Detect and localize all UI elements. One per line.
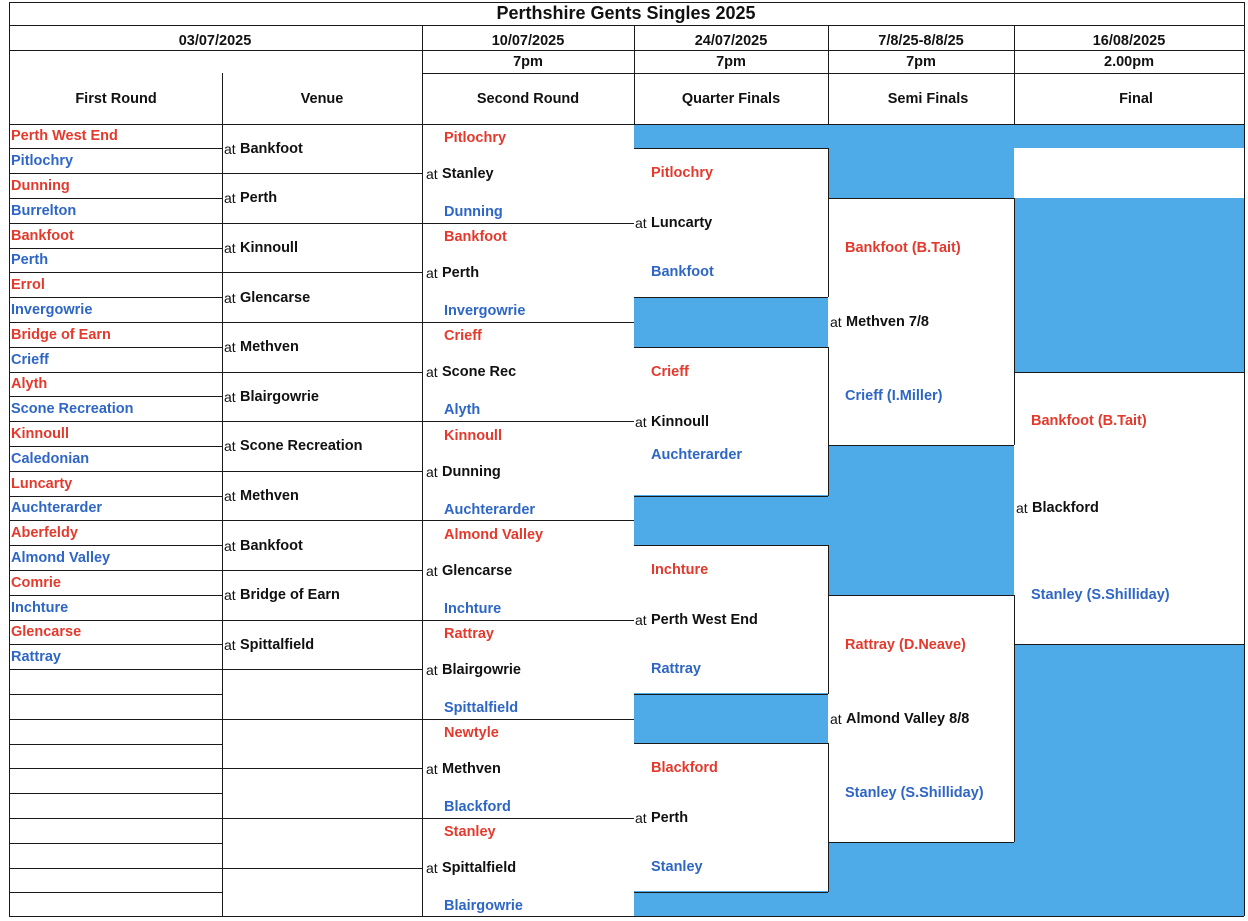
semi-finals-date: 7/8/25-8/8/25 (878, 32, 964, 49)
first-round-venue-at: at (224, 190, 236, 207)
second-round-away: Auchterarder (444, 501, 536, 518)
first-round-venue-at: at (224, 438, 236, 455)
qf-venue: Luncarty (651, 214, 713, 231)
bracket-fill (828, 842, 1014, 916)
date-rule (9, 50, 1244, 51)
first-round-row-rule (9, 843, 222, 844)
qf-box-rule (828, 743, 829, 892)
qf-box-rule (634, 545, 828, 546)
sf-box-rule (828, 595, 1014, 596)
sf-box-rule (1014, 595, 1015, 842)
qf-box-rule (828, 347, 829, 496)
first-round-venue: Spittalfield (240, 636, 315, 653)
first-round-row-rule (9, 421, 222, 422)
sf-box-rule (828, 445, 1014, 446)
qf-away: Bankfoot (651, 263, 714, 280)
second-round-venue-at: at (426, 860, 438, 877)
first-round-venue-at: at (224, 388, 236, 405)
qf-home: Blackford (651, 759, 718, 776)
second-round-venue: Dunning (442, 463, 501, 480)
qf-box-rule (634, 148, 828, 149)
first-round-row-rule (9, 322, 222, 323)
right-border (1244, 2, 1245, 916)
sf-venue: Methven 7/8 (846, 313, 929, 330)
second-round-away: Invergowrie (444, 302, 526, 319)
first-round-row-rule (9, 644, 222, 645)
first-round-venue-at: at (224, 289, 236, 306)
final-home: Bankfoot (B.Tait) (1031, 412, 1147, 429)
venue-block-rule (222, 421, 422, 422)
first-round-venue-at: at (224, 240, 236, 256)
second-round-block-rule (422, 818, 634, 819)
first-round-row-rule (9, 471, 222, 472)
first-round-row-rule (9, 694, 222, 695)
venue-block-rule (222, 272, 422, 273)
first-round-row-rule (9, 223, 222, 224)
venue-block-rule (222, 620, 422, 621)
second-round-home: Almond Valley (444, 526, 544, 543)
first-round-row-rule (9, 297, 222, 298)
second-round-block-rule (422, 421, 634, 422)
header-col-rule (222, 73, 223, 124)
qf-venue: Perth West End (651, 611, 758, 628)
second-round-away: Blackford (444, 798, 511, 815)
first-round-row-rule (9, 396, 222, 397)
first-round-venue-at: at (224, 488, 236, 504)
first-round-row-rule (9, 173, 222, 174)
sf-box-rule (1014, 198, 1015, 445)
second-round-home: Pitlochry (444, 129, 507, 146)
bracket-fill (634, 297, 828, 347)
first-round-team: Kinnoull (11, 425, 69, 442)
second-round-away: Alyth (444, 402, 481, 419)
venue-block-rule (222, 570, 422, 571)
sf-home: Rattray (D.Neave) (845, 636, 966, 653)
first-round-row-rule (9, 818, 222, 819)
final-venue-at: at (1016, 500, 1028, 516)
second-round-home: Bankfoot (444, 228, 507, 245)
first-round-team: Caledonian (11, 450, 90, 467)
header-col-rule (422, 25, 423, 124)
qf-venue-at: at (635, 215, 647, 231)
second-round-time: 7pm (513, 53, 543, 70)
qf-box-rule (634, 892, 828, 893)
first-round-venue: Perth (240, 190, 278, 207)
second-round-venue-at: at (426, 761, 438, 778)
second-round-away: Inchture (444, 600, 502, 617)
final-time: 2.00pm (1104, 53, 1154, 70)
venue-block-rule (222, 322, 422, 323)
first-round-team: Bridge of Earn (11, 326, 111, 343)
qf-box-rule (634, 297, 828, 298)
first-round-venue-at: at (224, 140, 236, 157)
qf-venue: Perth (651, 809, 689, 826)
second-round-venue: Spittalfield (442, 860, 517, 877)
title-rule (9, 25, 1244, 26)
first-round-venue-at: at (224, 339, 236, 356)
bracket-fill (1014, 198, 1244, 372)
first-round-team: Alyth (11, 376, 48, 393)
sf-away: Stanley (S.Shilliday) (845, 784, 984, 801)
second-round-venue: Perth (442, 264, 480, 281)
qf-away: Auchterarder (651, 446, 743, 463)
first-round-venue: Kinnoull (240, 239, 298, 256)
venue-block-rule (222, 223, 422, 224)
second-round-block-rule (422, 620, 634, 621)
first-round-row-rule (9, 545, 222, 546)
venue-block-rule (222, 768, 422, 769)
first-round-row-rule (9, 719, 222, 720)
bracket-fill (634, 693, 828, 743)
second-round-venue: Blairgowrie (442, 661, 521, 678)
quarter-finals-time: 7pm (716, 53, 746, 70)
qf-home: Pitlochry (651, 164, 714, 181)
first-round-venue: Bankfoot (240, 140, 303, 157)
first-round-venue: Bankfoot (240, 537, 303, 554)
quarter-finals-date: 24/07/2025 (694, 32, 768, 49)
venue-block-rule (222, 173, 422, 174)
qf-box-rule (828, 148, 829, 297)
first-round-team: Auchterarder (11, 500, 103, 517)
first-round-row-rule (9, 892, 222, 893)
first-round-venue: Methven (240, 487, 299, 504)
second-round-date: 10/07/2025 (491, 32, 565, 49)
first-round-team: Bankfoot (11, 227, 74, 244)
first-round-row-rule (9, 793, 222, 794)
first-round-row-rule (9, 198, 222, 199)
bracket-fill (828, 148, 1014, 198)
sf-away: Crieff (I.Miller) (845, 387, 943, 404)
first-round-row-rule (9, 570, 222, 571)
second-round-venue: Methven (442, 760, 501, 777)
first-round-row-rule (9, 669, 222, 670)
bracket-fill (634, 124, 1244, 148)
sf-box-rule (828, 198, 1014, 199)
first-round-team: Perth West End (11, 128, 118, 145)
qf-venue-at: at (635, 414, 647, 430)
qf-box-rule (634, 496, 828, 497)
second-round-venue-at: at (426, 562, 438, 579)
second-round-venue: Scone Rec (442, 364, 517, 381)
second-round-venue-at: at (426, 662, 438, 678)
header-col-rule (634, 25, 635, 124)
first-round-row-rule (9, 620, 222, 621)
second-round-block-rule (422, 719, 634, 720)
qf-venue-at: at (635, 612, 647, 628)
qf-away: Stanley (651, 858, 703, 875)
header-rule (9, 124, 1244, 125)
qf-box-rule (634, 743, 828, 744)
header-second-round: Second Round (476, 90, 580, 107)
venue-block-rule (222, 719, 422, 720)
bracket-fill (634, 891, 828, 916)
final-away: Stanley (S.Shilliday) (1031, 586, 1170, 603)
first-round-team: Comrie (11, 574, 61, 591)
second-round-block-rule (422, 223, 634, 224)
first-round-venue-at: at (224, 587, 236, 604)
first-round-team: Luncarty (11, 475, 73, 492)
first-round-venue: Methven (240, 338, 299, 355)
first-round-row-rule (9, 248, 222, 249)
first-round-row-rule (9, 595, 222, 596)
second-round-venue-at: at (426, 364, 438, 381)
first-round-row-rule (9, 520, 222, 521)
second-round-home: Kinnoull (444, 427, 502, 444)
sf-venue: Almond Valley 8/8 (846, 710, 970, 727)
second-round-venue-at: at (426, 166, 438, 182)
qf-venue: Kinnoull (651, 413, 709, 430)
qf-box-rule (828, 545, 829, 694)
qf-box-rule (634, 694, 828, 695)
venue-block-rule (222, 818, 422, 819)
sf-venue-at: at (830, 314, 842, 330)
left-border (9, 2, 10, 916)
header-venue: Venue (300, 90, 344, 107)
first-round-team: Glencarse (11, 624, 82, 641)
venue-block-rule (222, 669, 422, 670)
header-col-rule (1014, 25, 1015, 124)
first-round-row-rule (9, 347, 222, 348)
qf-home: Crieff (651, 363, 689, 380)
first-round-row-rule (9, 868, 222, 869)
sf-box-rule (828, 842, 1014, 843)
first-round-venue: Glencarse (240, 289, 311, 306)
first-round-row-rule (9, 496, 222, 497)
second-round-block-rule (422, 520, 634, 521)
venue-block-rule (222, 372, 422, 373)
final-date: 16/08/2025 (1092, 32, 1166, 49)
venue-block-rule (222, 868, 422, 869)
bracket-fill (1014, 644, 1244, 916)
first-round-venue: Bridge of Earn (240, 586, 340, 603)
first-round-venue: Scone Recreation (240, 438, 363, 455)
first-round-team: Errol (11, 276, 45, 293)
first-round-row-rule (9, 744, 222, 745)
bracket-fill (634, 495, 828, 545)
first-round-team: Pitlochry (11, 152, 74, 169)
second-round-away: Dunning (444, 203, 503, 220)
first-round-row-rule (9, 272, 222, 273)
first-round-team: Inchture (11, 599, 69, 616)
bracket-fill (828, 445, 1014, 595)
header-quarter-finals: Quarter Finals (681, 90, 781, 107)
page-title: Perthshire Gents Singles 2025 (496, 3, 756, 23)
final-venue: Blackford (1032, 499, 1099, 516)
second-round-venue-at: at (426, 463, 438, 480)
first-round-team: Invergowrie (11, 301, 93, 318)
first-round-team: Rattray (11, 648, 61, 665)
qf-home: Inchture (651, 561, 709, 578)
second-round-venue-at: at (426, 265, 438, 282)
header-first-round: First Round (75, 90, 157, 107)
sf-home: Bankfoot (B.Tait) (845, 239, 961, 256)
semi-finals-time: 7pm (906, 53, 936, 70)
first-round-team: Burrelton (11, 202, 77, 219)
first-round-team: Scone Recreation (11, 400, 134, 417)
venue-block-rule (222, 471, 422, 472)
first-round-venue-at: at (224, 537, 236, 554)
qf-away: Rattray (651, 660, 701, 677)
first-round-row-rule (9, 768, 222, 769)
first-round-date: 03/07/2025 (178, 32, 252, 49)
second-round-home: Stanley (444, 824, 496, 841)
first-round-team: Almond Valley (11, 549, 111, 566)
header-final: Final (1119, 90, 1153, 107)
second-round-home: Newtyle (444, 724, 499, 741)
second-round-away: Spittalfield (444, 699, 519, 716)
first-round-team: Aberfeldy (11, 524, 78, 541)
first-round-row-rule (9, 148, 222, 149)
second-round-venue: Glencarse (442, 562, 513, 579)
second-round-away: Blairgowrie (444, 898, 523, 915)
sf-venue-at: at (830, 711, 842, 727)
time-rule (422, 73, 1244, 74)
first-round-team: Perth (11, 252, 49, 269)
first-round-team: Dunning (11, 177, 70, 194)
final-box-rule (1014, 644, 1244, 645)
second-round-home: Crieff (444, 328, 482, 345)
first-round-team: Crieff (11, 351, 49, 368)
first-round-venue-at: at (224, 636, 236, 653)
final-box-rule (1014, 372, 1244, 373)
header-semi-finals: Semi Finals (887, 90, 969, 107)
venue-block-rule (222, 520, 422, 521)
qf-venue-at: at (635, 810, 647, 826)
header-col-rule (828, 25, 829, 124)
bottom-border (9, 916, 1244, 917)
first-round-row-rule (9, 372, 222, 373)
first-round-venue: Blairgowrie (240, 388, 319, 405)
second-round-block-rule (422, 322, 634, 323)
second-round-home: Rattray (444, 625, 494, 642)
qf-box-rule (634, 347, 828, 348)
first-round-row-rule (9, 446, 222, 447)
second-round-venue: Stanley (442, 165, 494, 182)
